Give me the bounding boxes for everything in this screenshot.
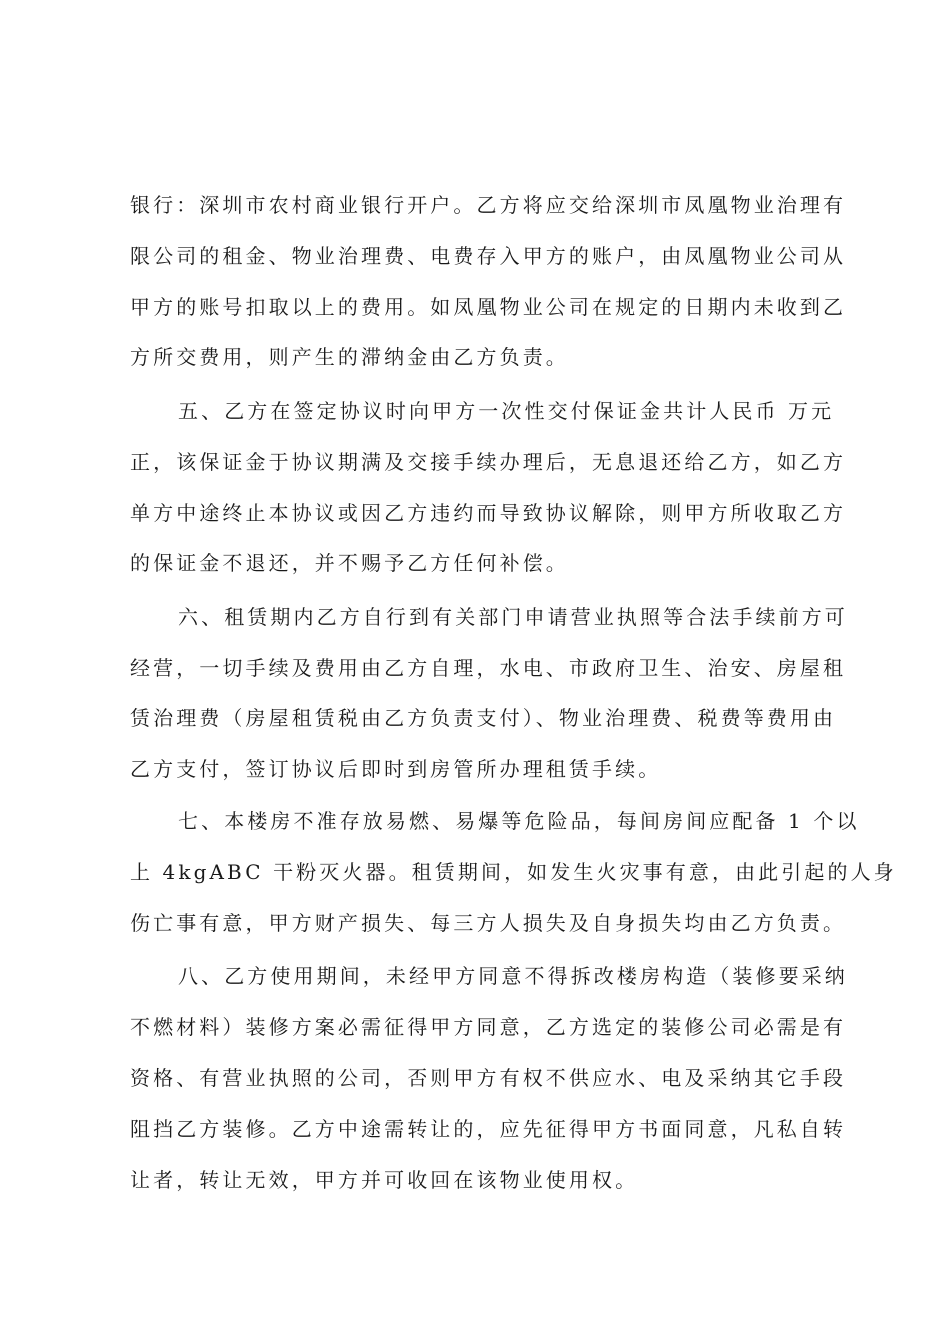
clause-8-line-2: 不燃材料）装修方案必需征得甲方同意，乙方选定的装修公司必需是有 (130, 1015, 847, 1039)
clause-8-line-1: 八、乙方使用期间，未经甲方同意不得拆改楼房构造（装修要采纳 (178, 964, 848, 988)
clause-7-line-2: 上 4kgABC 干粉灭火器。租赁期间，如发生火灾事有意，由此引起的人身 (130, 860, 897, 884)
clause-5-line-2: 正，该保证金于协议期满及交接手续办理后，无息退还给乙方，如乙方 (130, 450, 847, 474)
clause-8-line-3: 资格、有营业执照的公司，否则甲方有权不供应水、电及采纳其它手段 (130, 1066, 847, 1090)
line-3: 甲方的账号扣取以上的费用。如凤凰物业公司在规定的日期内未收到乙 (130, 295, 847, 319)
clause-8-line-4: 阻挡乙方装修。乙方中途需转让的，应先征得甲方书面同意，凡私自转 (130, 1117, 847, 1141)
line-1: 银行：深圳市农村商业银行开户。乙方将应交给深圳市凤凰物业治理有 (130, 193, 847, 217)
clause-6-line-1: 六、租赁期内乙方自行到有关部门申请营业执照等合法手续前方可 (178, 605, 848, 629)
clause-8-line-5: 让者，转让无效，甲方并可收回在该物业使用权。 (130, 1168, 639, 1192)
clause-6-line-4: 乙方支付，签订协议后即时到房管所办理租赁手续。 (130, 757, 662, 781)
clause-5-line-3: 单方中途终止本协议或因乙方违约而导致协议解除，则甲方所收取乙方 (130, 501, 847, 525)
clause-6-line-2: 经营，一切手续及费用由乙方自理，水电、市政府卫生、治安、房屋租 (130, 656, 847, 680)
clause-5-line-1: 五、乙方在签定协议时向甲方一次性交付保证金共计人民币 万元 (178, 399, 835, 423)
line-2: 限公司的租金、物业治理费、电费存入甲方的账户，由凤凰物业公司从 (130, 244, 847, 268)
clause-7-line-3: 伤亡事有意，甲方财产损失、每三方人损失及自身损失均由乙方负责。 (130, 911, 847, 935)
clause-5-line-4: 的保证金不退还，并不赐予乙方任何补偿。 (130, 551, 569, 575)
clause-7-line-1: 七、本楼房不准存放易燃、易爆等危险品，每间房间应配备 1 个以 (178, 809, 860, 833)
clause-6-line-3: 赁治理费（房屋租赁税由乙方负责支付）、物业治理费、税费等费用由 (130, 706, 837, 730)
line-4: 方所交费用，则产生的滞纳金由乙方负责。 (130, 345, 569, 369)
